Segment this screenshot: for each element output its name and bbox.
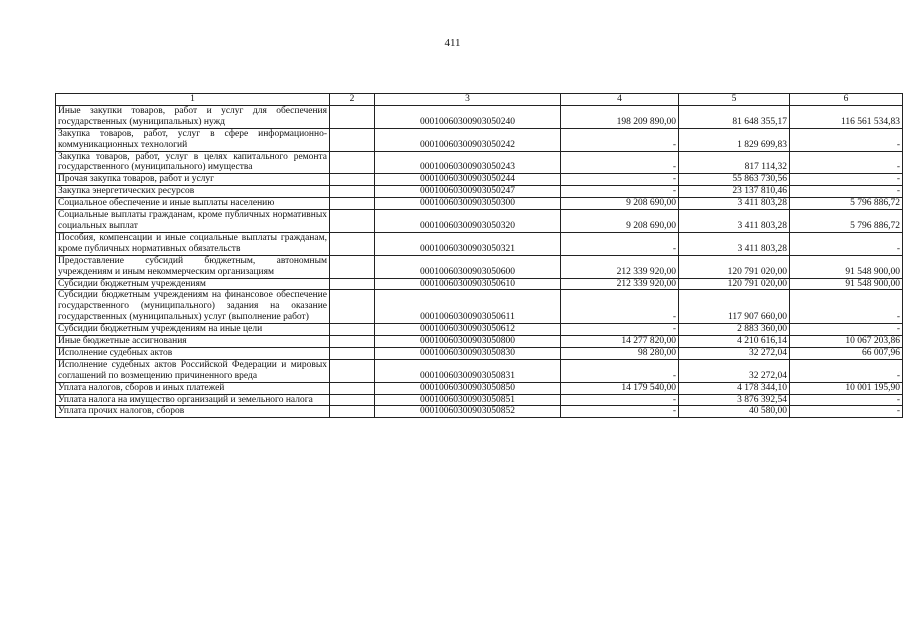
row-value-col4-cell: - [561, 324, 679, 336]
row-value-col5-cell: 32 272,04 [679, 347, 790, 359]
table-row [56, 174, 903, 186]
row-code-cell: 00010060300903050852 [375, 406, 561, 418]
row-value-col5-cell: 40 580,00 [679, 406, 790, 418]
row-value-col4-cell: 9 208 690,00 [561, 210, 679, 233]
table-row [56, 347, 903, 359]
row-value-col4-cell: - [561, 394, 679, 406]
row-empty-cell [330, 324, 375, 336]
row-name-text: Прочая закупка товаров, работ и услуг [58, 174, 215, 185]
row-name-cell [56, 210, 330, 233]
table-row [56, 336, 903, 348]
table-row [56, 105, 903, 128]
table-row [56, 324, 903, 336]
row-name-text: Уплата прочих налогов, сборов [58, 406, 185, 417]
row-name-text: Иные закупки товаров, работ и услуг для обеспечения государственных (муниципальных) нужд [58, 105, 327, 127]
column-header: 1 [56, 94, 330, 106]
table-row [56, 210, 903, 233]
table-row [56, 151, 903, 174]
column-header: 4 [561, 94, 679, 106]
row-value-col5-cell: 3 876 392,54 [679, 394, 790, 406]
row-name-text: Субсидии бюджетным учреждениям [58, 278, 206, 289]
row-value-col6-cell: - [790, 394, 903, 406]
column-header: 3 [375, 94, 561, 106]
row-value-col6-cell: - [790, 151, 903, 174]
row-code-cell: 00010060300903050612 [375, 324, 561, 336]
row-name-cell [56, 406, 330, 418]
row-value-col4-cell: 14 277 820,00 [561, 336, 679, 348]
row-value-col5-cell: 3 411 803,28 [679, 232, 790, 255]
row-name-cell [56, 151, 330, 174]
row-code-cell: 00010060300903050244 [375, 174, 561, 186]
row-name-text: Предоставление субсидий бюджетным, автономным учреждениям и иным некоммерческим организациям [58, 255, 327, 277]
row-value-col6-cell: 91 548 900,00 [790, 278, 903, 290]
row-empty-cell [330, 394, 375, 406]
row-empty-cell [330, 210, 375, 233]
row-value-col5-cell: 55 863 730,56 [679, 174, 790, 186]
row-empty-cell [330, 359, 375, 382]
row-value-col5-cell: 117 907 660,00 [679, 290, 790, 324]
row-empty-cell [330, 232, 375, 255]
table-row [56, 406, 903, 418]
row-name-cell [56, 324, 330, 336]
row-name-text: Социальное обеспечение и иные выплаты населению [58, 198, 275, 209]
row-name-cell [56, 105, 330, 128]
table-row [56, 186, 903, 198]
column-header: 6 [790, 94, 903, 106]
row-name-cell [56, 186, 330, 198]
row-value-col6-cell: 10 067 203,86 [790, 336, 903, 348]
row-value-col4-cell: 14 179 540,00 [561, 382, 679, 394]
row-code-cell: 00010060300903050240 [375, 105, 561, 128]
table-row [56, 232, 903, 255]
table-row [56, 382, 903, 394]
row-name-text: Пособия, компенсации и иные социальные выплаты гражданам, кроме публичных нормативных обязательств [58, 232, 327, 254]
row-name-text: Исполнение судебных актов Российской Федерации и мировых соглашений по возмещению причиненного вреда [58, 359, 327, 381]
row-value-col5-cell: 3 411 803,28 [679, 198, 790, 210]
row-empty-cell [330, 347, 375, 359]
row-code-cell: 00010060300903050242 [375, 128, 561, 151]
row-value-col6-cell: - [790, 324, 903, 336]
row-value-col6-cell: 10 001 195,90 [790, 382, 903, 394]
row-name-text: Иные бюджетные ассигнования [58, 336, 187, 347]
row-code-cell: 00010060300903050247 [375, 186, 561, 198]
table-row [56, 128, 903, 151]
row-value-col6-cell: - [790, 186, 903, 198]
column-header: 2 [330, 94, 375, 106]
row-value-col4-cell: 212 339 920,00 [561, 255, 679, 278]
row-value-col6-cell: - [790, 359, 903, 382]
row-empty-cell [330, 278, 375, 290]
row-name-cell [56, 174, 330, 186]
table-row [56, 278, 903, 290]
row-code-cell: 00010060300903050831 [375, 359, 561, 382]
row-name-cell [56, 278, 330, 290]
row-empty-cell [330, 336, 375, 348]
row-value-col5-cell: 4 210 616,14 [679, 336, 790, 348]
row-code-cell: 00010060300903050830 [375, 347, 561, 359]
row-name-text: Исполнение судебных актов [58, 347, 173, 358]
row-name-cell [56, 290, 330, 324]
row-empty-cell [330, 406, 375, 418]
row-empty-cell [330, 128, 375, 151]
row-name-text: Закупка товаров, работ, услуг в сфере информационно-коммуникационных технологий [58, 128, 327, 150]
row-empty-cell [330, 105, 375, 128]
row-value-col5-cell: 4 178 344,10 [679, 382, 790, 394]
column-header: 5 [679, 94, 790, 106]
row-value-col4-cell: - [561, 186, 679, 198]
row-name-cell [56, 232, 330, 255]
row-value-col6-cell: - [790, 128, 903, 151]
row-value-col4-cell: 9 208 690,00 [561, 198, 679, 210]
row-value-col4-cell: 198 209 890,00 [561, 105, 679, 128]
row-value-col4-cell: 212 339 920,00 [561, 278, 679, 290]
row-value-col6-cell: 5 796 886,72 [790, 210, 903, 233]
row-name-cell [56, 394, 330, 406]
row-value-col6-cell: 66 007,96 [790, 347, 903, 359]
row-value-col5-cell: 81 648 355,17 [679, 105, 790, 128]
row-name-text: Закупка энергетических ресурсов [58, 186, 195, 197]
row-code-cell: 00010060300903050243 [375, 151, 561, 174]
row-code-cell: 00010060300903050600 [375, 255, 561, 278]
table-row [56, 255, 903, 278]
row-value-col5-cell: 120 791 020,00 [679, 255, 790, 278]
row-name-text: Социальные выплаты гражданам, кроме публичных нормативных социальных выплат [58, 210, 327, 231]
row-code-cell: 00010060300903050850 [375, 382, 561, 394]
row-value-col5-cell: 817 114,32 [679, 151, 790, 174]
row-code-cell: 00010060300903050320 [375, 210, 561, 233]
row-name-cell [56, 359, 330, 382]
row-value-col4-cell: - [561, 359, 679, 382]
row-value-col5-cell: 32 272,04 [679, 359, 790, 382]
table-row [56, 198, 903, 210]
row-name-cell [56, 382, 330, 394]
row-name-text: Уплата налогов, сборов и иных платежей [58, 382, 225, 393]
row-value-col5-cell: 120 791 020,00 [679, 278, 790, 290]
row-value-col6-cell: - [790, 232, 903, 255]
row-value-col6-cell: 91 548 900,00 [790, 255, 903, 278]
row-value-col4-cell: - [561, 232, 679, 255]
page-number: 411 [444, 37, 461, 49]
row-code-cell: 00010060300903050610 [375, 278, 561, 290]
row-value-col4-cell: - [561, 406, 679, 418]
row-empty-cell [330, 151, 375, 174]
row-empty-cell [330, 174, 375, 186]
row-value-col6-cell: 116 561 534,83 [790, 105, 903, 128]
table-header-row [56, 94, 903, 106]
row-value-col4-cell: - [561, 151, 679, 174]
row-name-text: Уплата налога на имущество организаций и земельного налога [58, 394, 313, 405]
row-value-col4-cell: - [561, 174, 679, 186]
row-value-col4-cell: 98 280,00 [561, 347, 679, 359]
row-name-cell [56, 347, 330, 359]
row-name-cell [56, 128, 330, 151]
row-name-text: Закупка товаров, работ, услуг в целях капитального ремонта государственного (муниципального) имущества [58, 151, 327, 173]
row-name-cell [56, 336, 330, 348]
row-value-col5-cell: 1 829 699,83 [679, 128, 790, 151]
row-empty-cell [330, 382, 375, 394]
row-value-col5-cell: 2 883 360,00 [679, 324, 790, 336]
row-code-cell: 00010060300903050321 [375, 232, 561, 255]
table-row [56, 394, 903, 406]
row-empty-cell [330, 255, 375, 278]
row-empty-cell [330, 186, 375, 198]
row-value-col5-cell: 3 411 803,28 [679, 210, 790, 233]
row-code-cell: 00010060300903050611 [375, 290, 561, 324]
row-empty-cell [330, 198, 375, 210]
table-row [56, 290, 903, 324]
row-name-cell [56, 198, 330, 210]
row-value-col6-cell: 5 796 886,72 [790, 198, 903, 210]
row-value-col5-cell: 23 137 810,46 [679, 186, 790, 198]
row-value-col4-cell: - [561, 128, 679, 151]
row-code-cell: 00010060300903050800 [375, 336, 561, 348]
row-name-text: Субсидии бюджетным учреждениям на иные цели [58, 324, 263, 335]
row-value-col6-cell: - [790, 174, 903, 186]
row-empty-cell [330, 290, 375, 324]
row-code-cell: 00010060300903050851 [375, 394, 561, 406]
row-code-cell: 00010060300903050300 [375, 198, 561, 210]
row-name-text: Субсидии бюджетным учреждениям на финансовое обеспечение государственного (муниципального) задания на оказание государственных (муниципальных) услуг (выполнение работ) [58, 290, 327, 323]
budget-table [55, 93, 903, 418]
table-row [56, 359, 903, 382]
row-name-cell [56, 255, 330, 278]
row-value-col6-cell: - [790, 406, 903, 418]
row-value-col4-cell: - [561, 290, 679, 324]
row-value-col6-cell: - [790, 290, 903, 324]
